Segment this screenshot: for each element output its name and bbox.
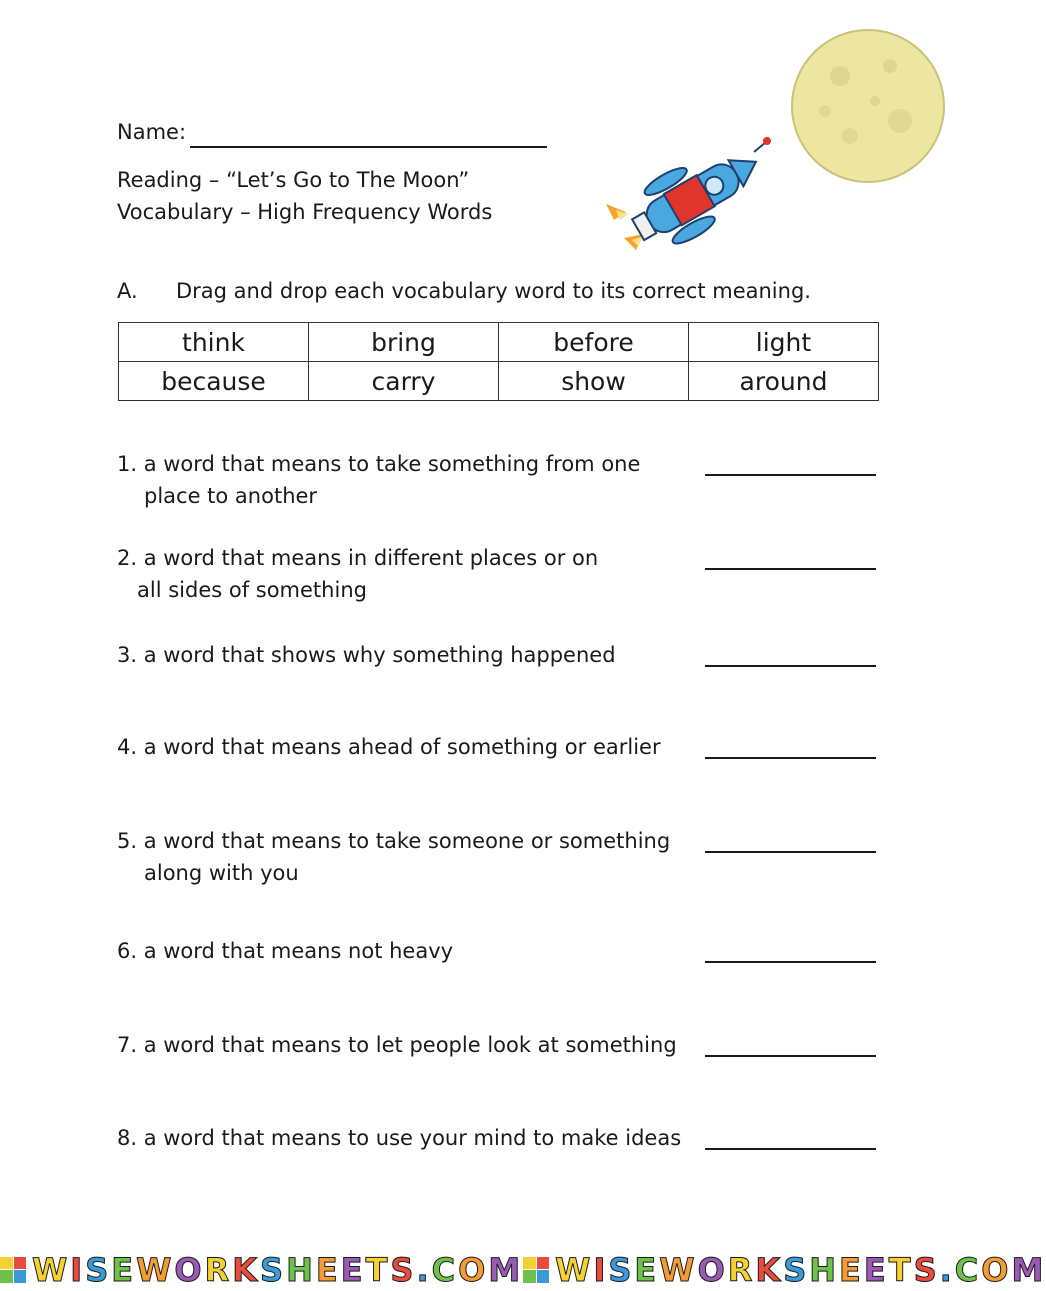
moon-illustration [790,26,950,186]
question-7 [117,1030,677,1062]
name-label: Name: [117,120,187,144]
question-text-continued: along with you [144,860,299,885]
word-card[interactable]: think [119,323,309,362]
reading-title: Reading – “Let’s Go to The Moon” [117,168,470,192]
word-card[interactable]: carry [309,362,499,401]
question-4 [117,732,661,764]
question-8 [117,1123,681,1155]
answer-drop-zone-5[interactable] [705,851,876,853]
question-3 [117,640,616,672]
brand-text: WISEWORKSHEETS.COM [555,1250,1046,1289]
question-text: 4. a word that means ahead of something or earlier [117,735,661,759]
answer-drop-zone-1[interactable] [705,474,876,476]
word-card[interactable]: bring [309,323,499,362]
question-text: 3. a word that shows why something happened [117,643,616,667]
instruction-text: Drag and drop each vocabulary word to its correct meaning. [176,279,811,303]
answer-drop-zone-2[interactable] [705,568,876,570]
word-card[interactable]: because [119,362,309,401]
name-input-line[interactable] [190,146,547,148]
word-bank-row [119,362,879,401]
question-1 [117,449,640,512]
brand-text: WISEWORKSHEETS.COM [32,1250,524,1289]
word-card[interactable]: before [499,323,689,362]
brand-mark [523,1251,1046,1289]
question-6 [117,936,453,968]
word-card[interactable]: light [689,323,879,362]
question-text-continued: all sides of something [137,577,367,602]
answer-drop-zone-8[interactable] [705,1148,876,1150]
answer-drop-zone-6[interactable] [705,961,876,963]
question-text: 6. a word that means not heavy [117,939,454,963]
word-card[interactable]: show [499,362,689,401]
section-letter: A. [117,279,138,303]
vocabulary-subtitle: Vocabulary – High Frequency Words [117,200,493,224]
answer-drop-zone-3[interactable] [705,665,876,667]
question-text-continued: place to another [144,483,318,508]
word-bank-row [119,323,879,362]
answer-drop-zone-4[interactable] [705,757,876,759]
question-text: 5. a word that means to take someone or something [117,829,671,853]
word-card[interactable]: around [689,362,879,401]
footer-watermark [0,1248,1046,1291]
question-text: 2. a word that means in different places or on [117,546,599,570]
question-5 [117,826,670,889]
brand-logo-icon [0,1257,26,1283]
answer-drop-zone-7[interactable] [705,1055,876,1057]
question-text: 1. a word that means to take something from one [117,452,641,476]
question-text: 8. a word that means to use your mind to make ideas [117,1126,682,1150]
word-bank-table [118,322,879,401]
question-text: 7. a word that means to let people look at something [117,1033,677,1057]
rocket-illustration [606,134,776,259]
brand-mark [0,1251,523,1289]
question-2 [117,543,598,606]
brand-logo-icon [523,1257,549,1283]
